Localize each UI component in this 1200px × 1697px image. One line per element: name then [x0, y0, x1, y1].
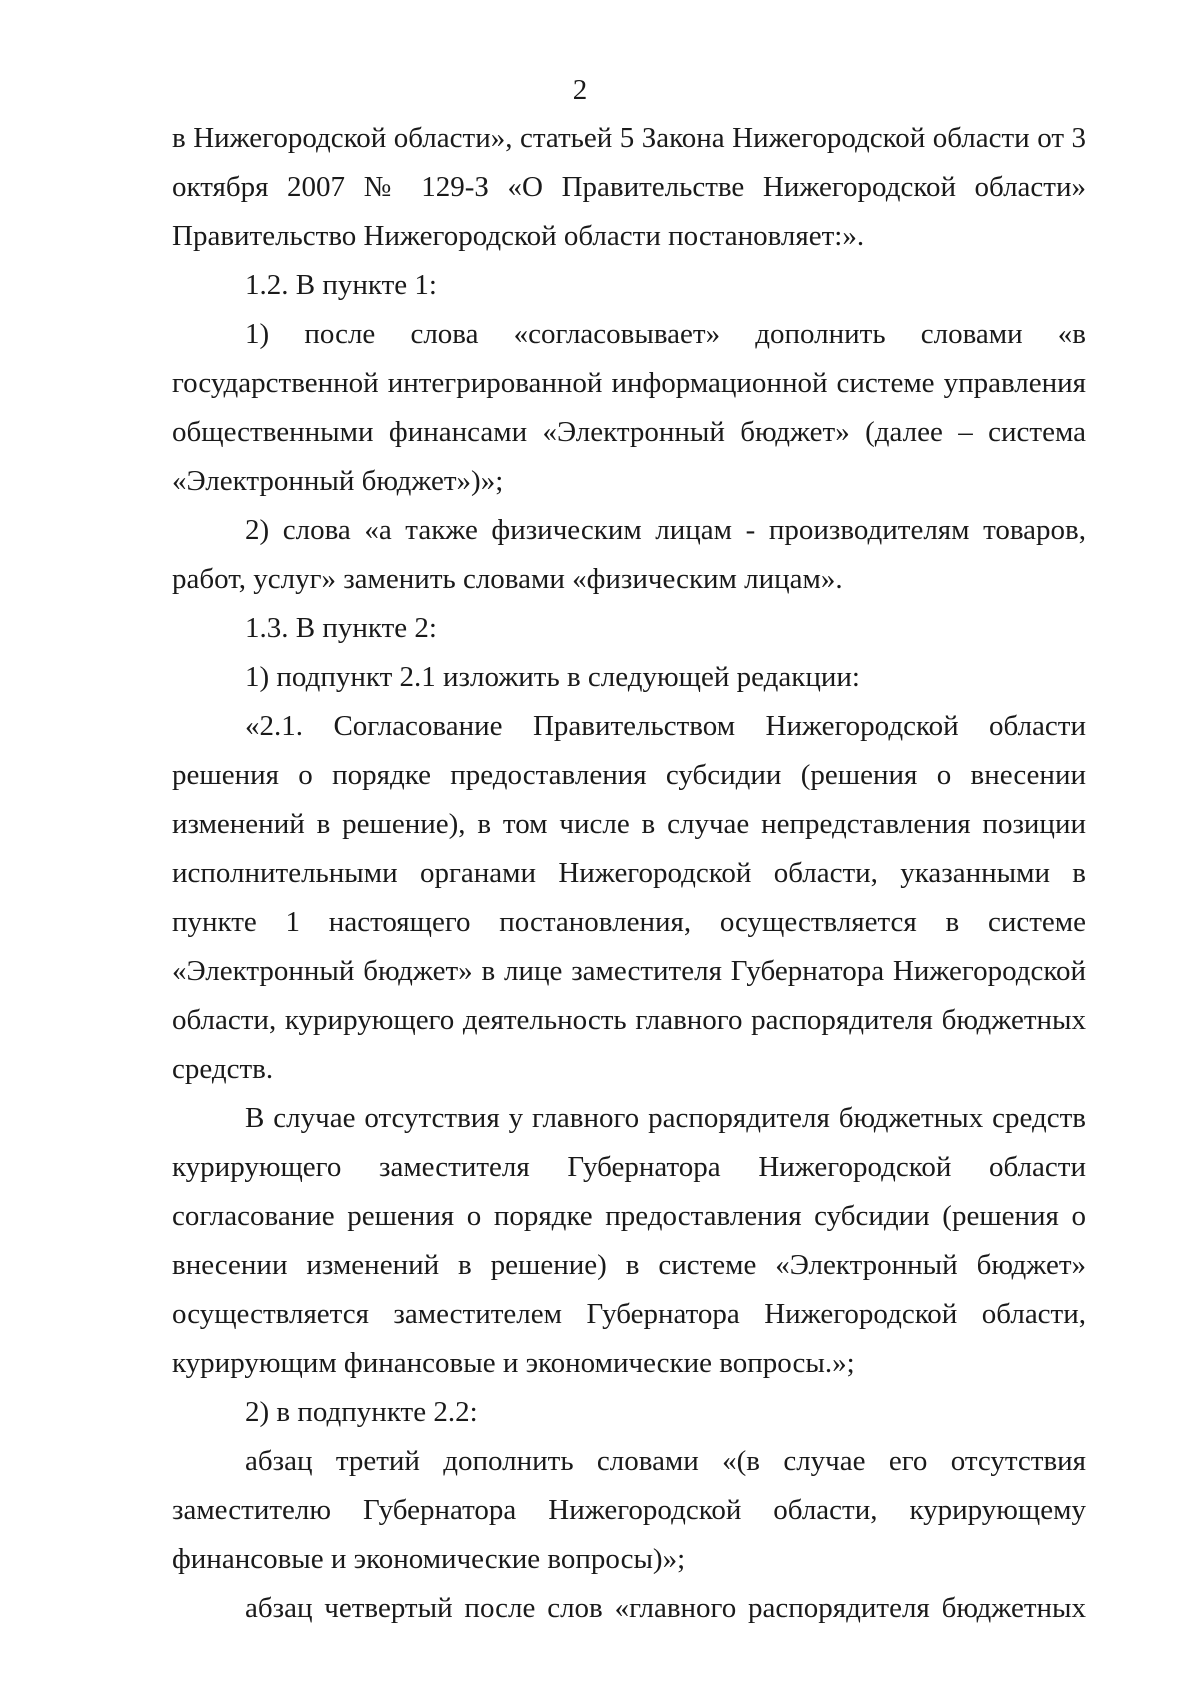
paragraph: абзац третий дополнить словами «(в случае его отсутствия заместителю Губернатора Нижегородской области, курирующему финансовые и экономические вопросы)»; [172, 1445, 1086, 1575]
paragraph: 1) после слова «согласовывает» дополнить словами «в государственной интегрированной информационной системе управления общественными финансами «Электронный бюджет» (далее – система «Электронный бюджет»)»; [172, 318, 1086, 497]
paragraph: в Нижегородской области», статьей 5 Закона Нижегородской области от 3 октября 2007 № 129-З «О Правительстве Нижегородской области» Правительство Нижегородской области постановляет:». [172, 122, 1086, 252]
paragraph: 2) в подпункте 2.2: [245, 1396, 478, 1428]
paragraph: абзац четвертый после слов «главного распорядителя бюджетных [245, 1592, 1086, 1624]
paragraph: «2.1. Согласование Правительством Нижегородской области решения о порядке предоставления субсидии (решения о внесении изменений в решение), в том числе в случае непредставления позиции исполнительными органами Нижегородской области, указанными в пункте 1 настоящего постановления, осуществляется в системе «Электронный бюджет» в лице заместителя Губернатора Нижегородской области, курирующего деятельность главного распорядителя бюджетных средств. [172, 710, 1086, 1085]
paragraph: 2) слова «а также физическим лицам - производителям товаров, работ, услуг» заменить словами «физическим лицам». [172, 514, 1086, 595]
paragraph: 1.2. В пункте 1: [245, 269, 437, 301]
document-body [172, 114, 1086, 1633]
page-number: 2 [572, 74, 588, 106]
paragraph: 1.3. В пункте 2: [245, 612, 437, 644]
paragraph: В случае отсутствия у главного распорядителя бюджетных средств курирующего заместителя Губернатора Нижегородской области согласование решения о порядке предоставления субсидии (решения о внесении изменений в решение) в системе «Электронный бюджет» осуществляется заместителем Губернатора Нижегородской области, курирующим финансовые и экономические вопросы.»; [172, 1102, 1086, 1379]
paragraph: 1) подпункт 2.1 изложить в следующей редакции: [245, 661, 860, 693]
